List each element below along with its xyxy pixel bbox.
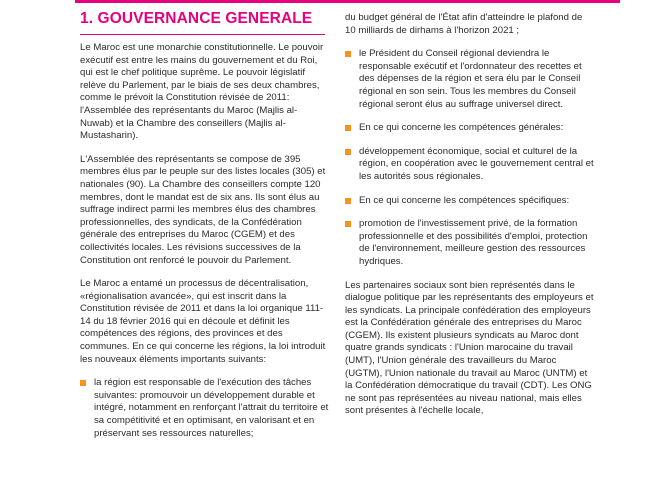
continuation-text: du budget général de l'État afin d'atteindre le plafond de 10 milliards de dirhams à l'horizon 2021 ;: [345, 12, 583, 36]
paragraph-assembly: L'Assemblée des représentants se compose de 395 membres élus par le peuple sur des listes locales (305) et nationales (90). La Chambre des conseillers compte 120 membres, dont le mandat est de six ans. Ils sont élus au suffrage indirect parmi les membres élus des chambres professionnelles, des syndicats, de la Confédération générale des entreprises du Maroc (CGEM) et des collectivités locales. Les révisions successives de la Constitution ont renforcé le pouvoir du Parlement.: [80, 153, 326, 266]
section-title: 1. GOUVERNANCE GENERALE: [80, 10, 313, 27]
bullet-development: développement économique, social et culturel de la région, en coopération avec le gouvernement central et les autorités sous régionales.: [345, 146, 595, 184]
bullet-investment: promotion de l'investissement privé, de la formation professionnelle et des possibilités d'emploi, protection de l'environnement, meilleure gestion des ressources hydriques.: [345, 218, 595, 268]
bullet-region-tasks: la région est responsable de l'exécution des tâches suivantes: promouvoir un développement durable et intégré, notamment en renforçant l'attrait du territoire et sa compétitivité et en optimisant, en valorisant et en préservant ses ressources naturelles;: [80, 377, 330, 440]
section-title-rule: [80, 34, 325, 35]
bullet-president: le Président du Conseil régional deviendra le responsable exécutif et l'ordonnateur des recettes et des dépenses de la région et sera élu par le Conseil régional en son sein. Tous les membres du Conseil régional seront élus au suffrage universel direct.: [345, 48, 595, 111]
top-accent-line: [75, 0, 620, 3]
bullet-specific-competences: En ce qui concerne les compétences spécifiques:: [345, 195, 595, 208]
left-column: [80, 42, 330, 451]
paragraph-social-partners: Les partenaires sociaux sont bien représentés dans le dialogue politique par les représentants des employeurs et les syndicats. La principale confédération des employeurs est la Confédération générale des entreprises du Maroc (CGEM). Ils existent plusieurs syndicats au Maroc dont quatre grands syndicats : l'Union marocaine du travail (UMT), l'Union générale des travailleurs du Maroc (UGTM), l'Union nationale du travail au Maroc (UNTM) et la Confédération démocratique du travail (CDT). Les ONG ne sont pas représentées au niveau national, mais elles sont présentes à l'échelle locale,: [345, 279, 594, 417]
paragraph-decentralisation: Le Maroc a entamé un processus de décentralisation, «régionalisation avancée», qui est inscrit dans la Constitution révisée de 2011 et dans la loi organique 111-14 du 18 février 2016 qui en découle et définit les compétences des régions, des provinces et des communes. En ce qui concerne les régions, la loi introduit les nouveaux éléments importants suivants:: [80, 278, 326, 365]
bullet-general-competences: En ce qui concerne les compétences générales:: [345, 122, 595, 135]
top-accent-bar: [0, 0, 650, 7]
section-header: [80, 8, 325, 34]
right-column: [345, 12, 595, 429]
paragraph-monarchy: Le Maroc est une monarchie constitutionnelle. Le pouvoir exécutif est entre les mains du gouvernement et du Roi, qui est le chef politique suprême. Le pouvoir législatif relève du Parlement, par le biais de ses deux chambres, comme le prévoit la Constitution révisée de 2011: l'Assemblée des représentants du Maroc (Majlis al-Nuwab) et la Chambre des conseillers (Majlis al-Mustasharin).: [80, 42, 324, 142]
